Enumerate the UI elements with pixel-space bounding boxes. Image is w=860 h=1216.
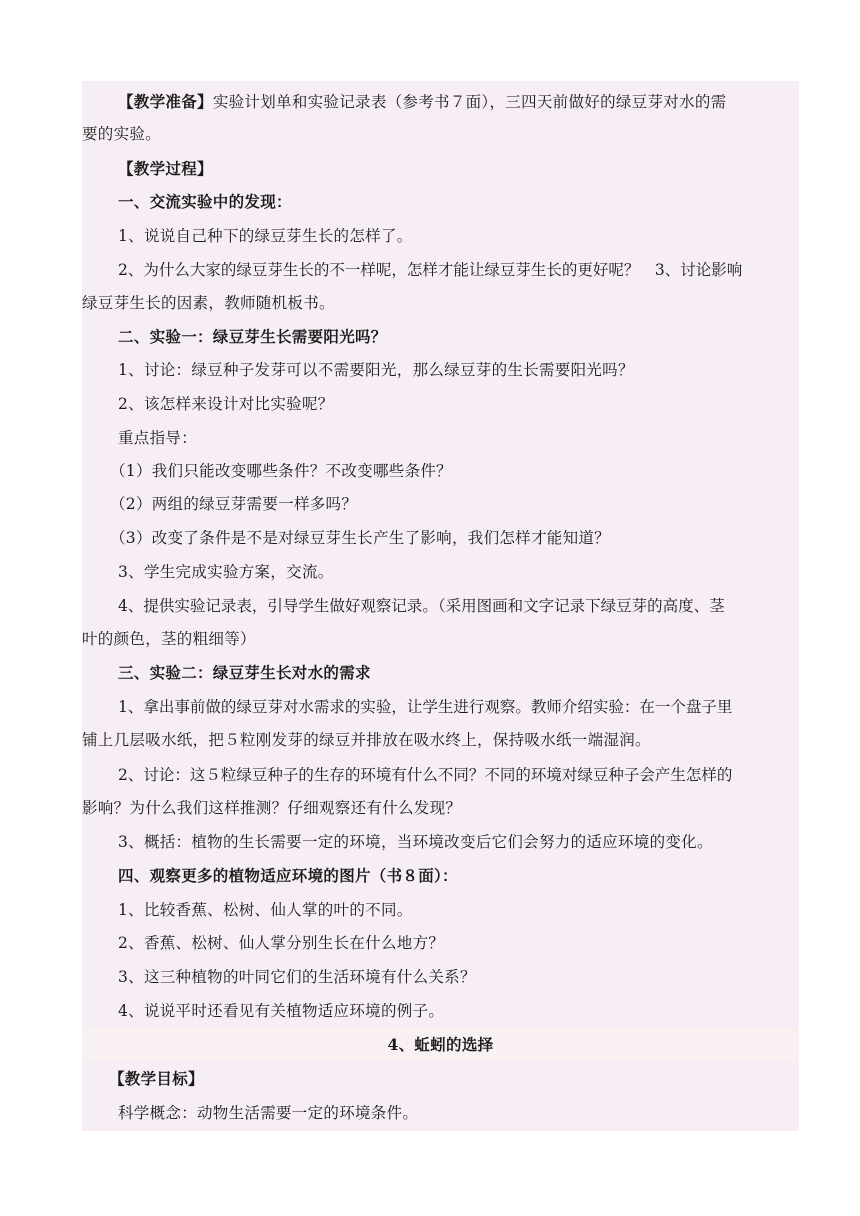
section-4-item-3: 3、这三种植物的叶同它们的生活环境有什么关系？ xyxy=(118,968,476,986)
section-2-focus: 重点指导： xyxy=(118,429,198,447)
section-2-item-2: 2、该怎样来设计对比实验呢？ xyxy=(118,395,334,413)
section-2-question-3: （3）改变了条件是不是对绿豆芽生长产生了影响，我们怎样才能知道？ xyxy=(110,529,610,547)
section-3-item-1: 1、拿出事前做的绿豆芽对水需求的实验，让学生进行观察。教师介绍实验：在一个盘子里 xyxy=(118,698,733,716)
section-2-heading: 二、实验一：绿豆芽生长需要阳光吗？ xyxy=(118,327,387,346)
section-2-item-3: 3、学生完成实验方案，交流。 xyxy=(118,563,334,581)
section-2-item-4: 4、提供实验记录表，引导学生做好观察记录。（采用图画和文字记录下绿豆芽的高度、茎 xyxy=(118,597,725,615)
prep-label: 【教学准备】 xyxy=(118,92,213,111)
section-2-question-1: （1）我们只能改变哪些条件？不改变哪些条件？ xyxy=(110,462,452,480)
section-1-heading: 一、交流实验中的发现： xyxy=(118,192,292,211)
section-3-item-2: 2、讨论：这５粒绿豆种子的生存的环境有什么不同？不同的环境对绿豆种子会产生怎样的 xyxy=(118,766,733,784)
lesson-4-title-row xyxy=(82,1028,799,1061)
lesson-4-title: 4、蚯蚓的选择 xyxy=(387,1035,494,1054)
section-1-item-1: 1、说说自己种下的绿豆芽生长的怎样了。 xyxy=(118,227,413,245)
section-3-item-1-cont: 铺上几层吸水纸，把５粒刚发芽的绿豆并排放在吸水终上，保持吸水纸一端湿润。 xyxy=(82,731,651,749)
lesson-4-goals-section xyxy=(82,1061,799,1131)
process-heading: 【教学过程】 xyxy=(118,159,213,178)
section-4-heading: 四、观察更多的植物适应环境的图片（书８面）： xyxy=(118,866,458,885)
section-1-item-2: 2、为什么大家的绿豆芽生长的不一样呢，怎样才能让绿豆芽生长的更好呢？ 3、讨论影响 xyxy=(118,261,743,279)
section-3-item-3: 3、概括：植物的生长需要一定的环境，当环境改变后它们会努力的适应环境的变化。 xyxy=(118,833,713,851)
prep-line-1 xyxy=(82,92,799,112)
section-4-item-2: 2、香蕉、松树、仙人掌分别生长在什么地方？ xyxy=(118,934,445,952)
section-2-item-4-cont: 叶的颜色，茎的粗细等） xyxy=(82,630,256,648)
prep-line-2: 要的实验。 xyxy=(82,125,162,143)
section-2-item-1: 1、讨论：绿豆种子发芽可以不需要阳光，那么绿豆芽的生长需要阳光吗？ xyxy=(118,361,634,379)
section-3-item-2-cont: 影响？为什么我们这样推测？仔细观察还有什么发现？ xyxy=(82,799,462,817)
section-2-question-2: （2）两组的绿豆芽需要一样多吗？ xyxy=(110,495,358,513)
section-1-item-2-cont: 绿豆芽生长的因素，教师随机板书。 xyxy=(82,294,335,312)
lesson-4-goals-heading: 【教学目标】 xyxy=(109,1069,204,1088)
lesson-4-science-concept: 科学概念：动物生活需要一定的环境条件。 xyxy=(118,1104,419,1122)
section-4-item-4: 4、说说平时还看见有关植物适应环境的例子。 xyxy=(118,1002,445,1020)
section-4-item-1: 1、比较香蕉、松树、仙人掌的叶的不同。 xyxy=(118,901,413,919)
section-3-heading: 三、实验二：绿豆芽生长对水的需求 xyxy=(118,663,371,682)
prep-text-1: 实验计划单和实验记录表（参考书７面），三四天前做好的绿豆芽对水的需 xyxy=(212,93,727,111)
lesson-plan-section xyxy=(82,81,799,1028)
